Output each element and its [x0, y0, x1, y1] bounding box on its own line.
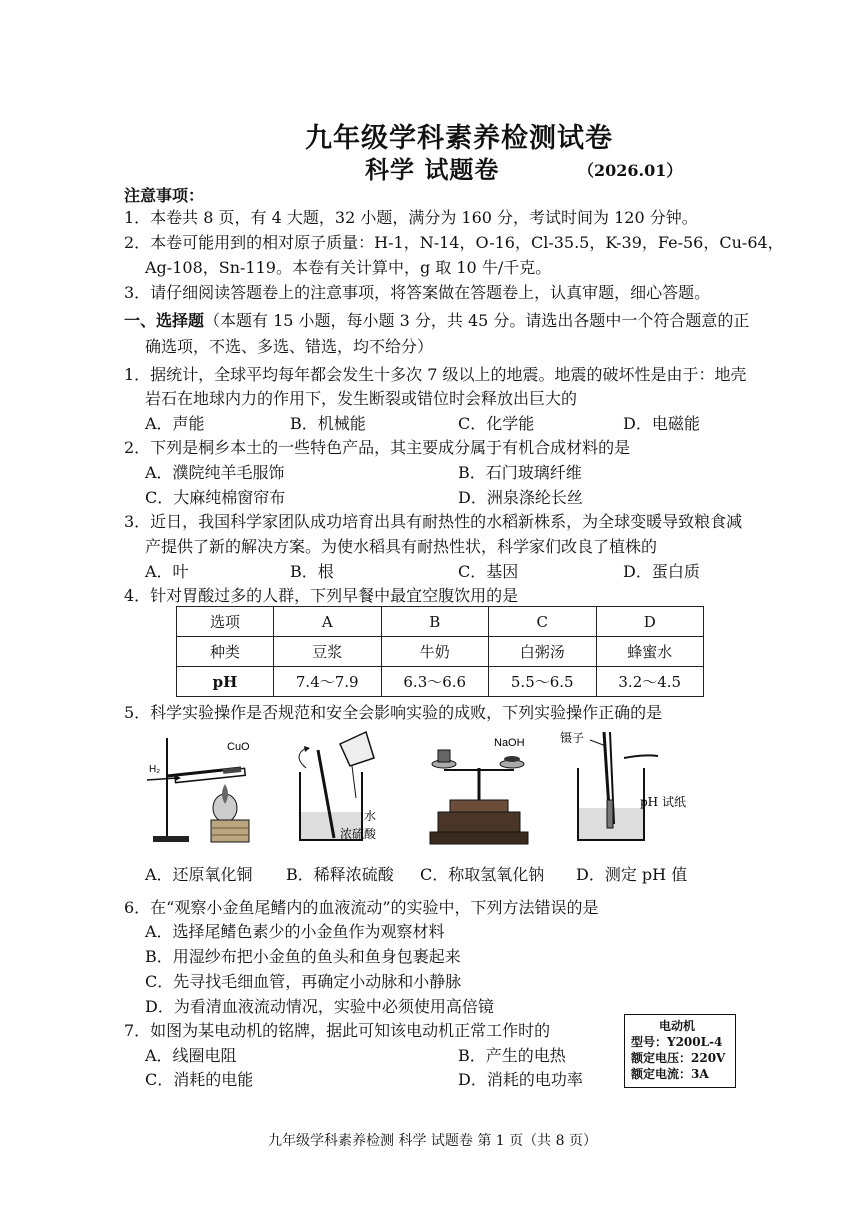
question-6-option-b: B．用湿纱布把小金鱼的鱼头和鱼身包裹起来 — [145, 947, 461, 966]
question-7-option-a: A．线圈电阻 — [145, 1046, 237, 1065]
table-cell: 3.2～4.5 — [596, 667, 704, 697]
question-2-option-c: C．大麻纯棉窗帘布 — [145, 488, 286, 507]
question-2-option-d: D．洲泉涤纶长丝 — [458, 488, 583, 507]
table-cell: C — [489, 607, 597, 637]
notice-item-2: 2．本卷可能用到的相对原子质量：H-1，N-14，O-16，Cl-35.5，K-39，Fe-56，Cu-64， — [124, 233, 784, 252]
table-row — [177, 607, 704, 637]
question-6-option-d: D．为看清血液流动情况，实验中必须使用高倍镜 — [145, 997, 494, 1016]
question-3-line2: 产提供了新的解决方案。为使水稻具有耐热性状，科学家们改良了植株的 — [145, 537, 658, 556]
question-2-line1: 2．下列是桐乡本土的一些特色产品，其主要成分属于有机合成材料的是 — [124, 438, 631, 457]
section-heading-line2: 确选项，不选、多选、错选，均不给分） — [145, 337, 434, 356]
table-cell: 7.4～7.9 — [274, 667, 382, 697]
table-row — [177, 637, 704, 667]
table-cell: 豆浆 — [274, 637, 382, 667]
question-7-option-d: D．消耗的电功率 — [458, 1070, 583, 1089]
question-5-option-a: A．还原氧化铜 — [145, 865, 253, 884]
ph-table — [176, 606, 704, 697]
question-1-line1: 1．据统计，全球平均每年都会发生十多次 7 级以上的地震。地震的破坏性是由于：地壳 — [124, 365, 747, 384]
table-cell: A — [274, 607, 382, 637]
figure-d-measure-ph — [560, 728, 690, 850]
figure-d-ph-paper-label: pH 试纸 — [640, 795, 686, 809]
question-1-option-d: D．电磁能 — [623, 414, 700, 433]
table-cell: 白粥汤 — [489, 637, 597, 667]
notice-heading: 注意事项： — [124, 186, 205, 205]
question-1-line2: 岩石在地球内力的作用下，发生断裂或错位时会释放出巨大的 — [145, 389, 578, 408]
figure-b-dilute-acid — [288, 728, 388, 850]
figure-a-cuo-label: CuO — [227, 741, 250, 753]
figure-b-acid-label: 浓硫酸 — [340, 827, 377, 841]
table-cell: 5.5～6.5 — [489, 667, 597, 697]
exam-date: （2026.01） — [578, 161, 683, 180]
motor-nameplate — [624, 1014, 736, 1088]
question-5-option-d: D．测定 pH 值 — [576, 865, 688, 884]
question-3-option-c: C．基因 — [458, 562, 519, 581]
figure-c-naoh-label: NaOH — [494, 737, 525, 749]
table-cell: 牛奶 — [381, 637, 489, 667]
table-cell: 选项 — [177, 607, 274, 637]
figure-c-weigh-naoh — [424, 728, 534, 850]
figure-d-tweezer-label: 镊子 — [560, 731, 585, 745]
question-2-option-a: A．濮院纯羊毛服饰 — [145, 463, 285, 482]
question-6-option-a: A．选择尾鳍色素少的小金鱼作为观察材料 — [145, 922, 445, 941]
figure-a-h2-label: H₂ — [149, 764, 161, 775]
question-2-option-b: B．石门玻璃纤维 — [458, 463, 582, 482]
table-cell: 6.3～6.6 — [381, 667, 489, 697]
question-3-line1: 3．近日，我国科学家团队成功培育出具有耐热性的水稻新株系，为全球变暖导致粮食减 — [124, 512, 743, 531]
table-row — [177, 667, 704, 697]
table-cell: D — [596, 607, 704, 637]
figure-b-water-label: 水 — [364, 809, 377, 823]
nameplate-voltage: 额定电压：220V — [631, 1051, 726, 1065]
section-heading — [124, 311, 749, 331]
page-title: 九年级学科素养检测试卷 — [305, 123, 613, 154]
section-heading-label: 一、选择题 — [124, 311, 205, 330]
question-5-option-b: B．稀释浓硫酸 — [286, 865, 394, 884]
table-cell: 蜂蜜水 — [596, 637, 704, 667]
question-6-line1: 6．在“观察小金鱼尾鳍内的血液流动”的实验中，下列方法错误的是 — [124, 898, 599, 917]
question-3-option-a: A．叶 — [145, 562, 189, 581]
question-1-option-a: A．声能 — [145, 414, 205, 433]
question-6-option-c: C．先寻找毛细血管，再确定小动脉和小静脉 — [145, 972, 462, 991]
question-4-line1: 4．针对胃酸过多的人群，下列早餐中最宜空腹饮用的是 — [124, 586, 519, 605]
table-cell: 种类 — [177, 637, 274, 667]
question-7-line1: 7．如图为某电动机的铭牌，据此可知该电动机正常工作时的 — [124, 1021, 551, 1040]
question-1-option-c: C．化学能 — [458, 414, 535, 433]
nameplate-model: 型号：Y200L-4 — [631, 1035, 723, 1049]
table-cell: B — [381, 607, 489, 637]
page-subtitle: 科学 试题卷 — [365, 155, 500, 184]
notice-item-1: 1．本卷共 8 页，有 4 大题，32 小题，满分为 160 分，考试时间为 120 分钟。 — [124, 208, 698, 227]
table-cell: pH — [177, 667, 274, 697]
question-5-option-c: C．称取氢氧化钠 — [420, 865, 545, 884]
question-7-option-b: B．产生的电热 — [458, 1046, 566, 1065]
nameplate-title: 电动机 — [659, 1019, 696, 1033]
question-5-line1: 5．科学实验操作是否规范和安全会影响实验的成败，下列实验操作正确的是 — [124, 703, 663, 722]
notice-item-3: 3．请仔细阅读答题卷上的注意事项，将答案做在答题卷上，认真审题，细心答题。 — [124, 283, 711, 302]
page-footer: 九年级学科素养检测 科学 试题卷 第 1 页（共 8 页） — [268, 1133, 597, 1149]
question-1-option-b: B．机械能 — [290, 414, 366, 433]
question-7-option-c: C．消耗的电能 — [145, 1070, 254, 1089]
section-heading-rest: （本题有 15 小题，每小题 3 分，共 45 分。请选出各题中一个符合题意的正 — [204, 311, 750, 330]
question-3-option-b: B．根 — [290, 562, 334, 581]
question-3-option-d: D．蛋白质 — [623, 562, 700, 581]
figure-a-reduce-cuo — [145, 728, 255, 850]
nameplate-current: 额定电流：3A — [631, 1067, 709, 1081]
notice-item-2-cont: Ag-108，Sn-119。本卷有关计算中，g 取 10 牛/千克。 — [145, 258, 552, 277]
